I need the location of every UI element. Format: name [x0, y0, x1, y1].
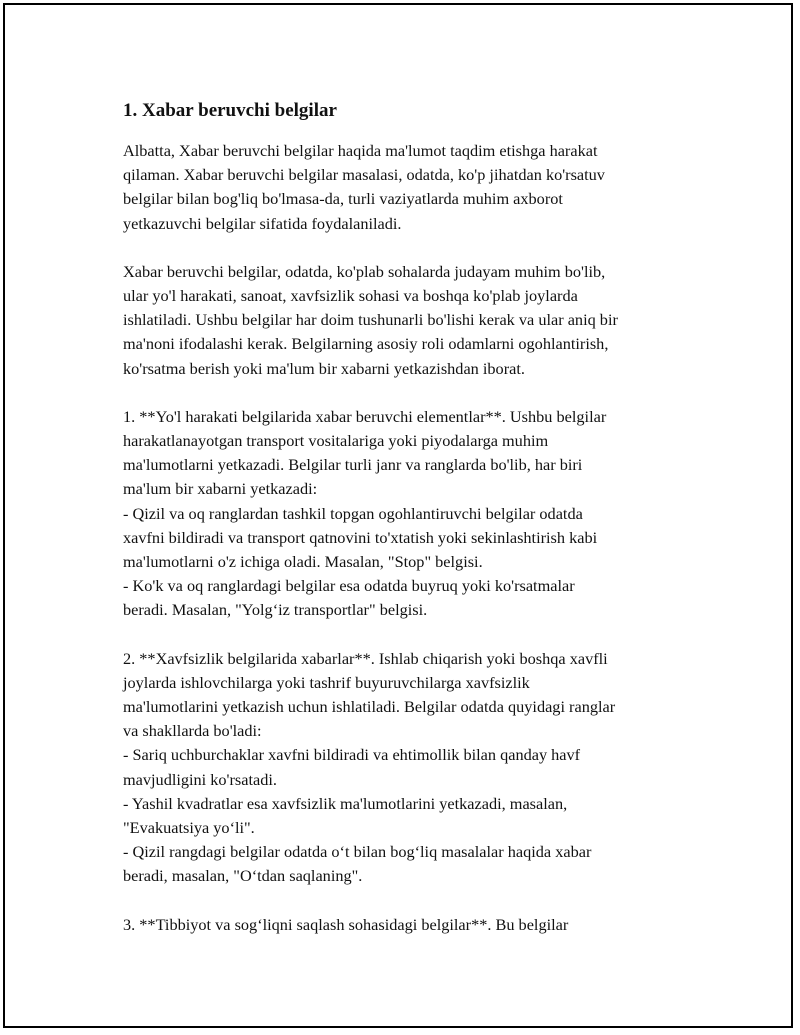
page-frame: [3, 3, 793, 1028]
document-content: [123, 97, 693, 961]
document-heading: 1. Xabar beruvchi belgilar: [123, 100, 337, 121]
paragraph-overview: Xabar beruvchi belgilar, odatda, ko'plab sohalarda judayam muhim bo'lib, ular yo'l harakati, sanoat, xavfsizlik sohasi va boshqa ko'plab joylarda ishlatiladi. Ushbu belgilar har doim tushunarli bo'lishi kerak va ular aniq bir ma'noni ifodalashi kerak. Belgilarning asosiy roli odamlarni ogohlantirish, ko'rsatma berish yoki ma'lum bir xabarni yetkazishdan iborat.: [123, 261, 618, 378]
paragraph-intro: Albatta, Xabar beruvchi belgilar haqida ma'lumot taqdim etishga harakat qilaman. Xabar beruvchi belgilar masalasi, odatda, ko'p jihatdan ko'rsatuv belgilar bilan bog'liq bo'lmasa-da, turli vaziyatlarda muhim axborot yetkazuvchi belgilar sifatida foydalaniladi.: [123, 141, 605, 233]
paragraph-road-signs: 1. **Yo'l harakati belgilarida xabar beruvchi elementlar**. Ushbu belgilar harakatlanayotgan transport vositalariga yoki piyodalarga muhim ma'lumotlarni yetkazadi. Belgilar turli janr va ranglarda bo'lib, har biri ma'lum bir xabarni yetkazadi: - Qizil va oq ranglardan tashkil topgan ogohlantiruvchi belgilar odatda xavfni bildiradi va transport qatnovini to'xtatish yoki sekinlashtirish kabi ma'lumotlarni o'z ichiga oladi. Masalan, "Stop" belgisi. - Ko'k va oq ranglardagi belgilar esa odatda buyruq yoki ko'rsatmalar beradi. Masalan, "Yolg‘iz transportlar" belgisi.: [123, 406, 607, 620]
paragraph-safety-signs: 2. **Xavfsizlik belgilarida xabarlar**. Ishlab chiqarish yoki boshqa xavfli joylarda ishlovchilarga yoki tashrif buyuruvchilarga xavfsizlik ma'lumotlarini yetkazish uchun ishlatiladi. Belgilar odatda quyidagi ranglar va shakllarda bo'ladi: - Sariq uchburchaklar xavfni bildiradi va ehtimollik bilan qanday havf mavjudligini ko'rsatadi. - Yashil kvadratlar esa xavfsizlik ma'lumotlarini yetkazadi, masalan, "Evakuatsiya yo‘li". - Qizil rangdagi belgilar odatda o‘t bilan bog‘liq masalalar haqida xabar beradi, masalan, "O‘tdan saqlaning".: [123, 648, 616, 886]
paragraph-medical-signs: 3. **Tibbiyot va sog‘liqni saqlash sohasidagi belgilar**. Bu belgilar: [123, 914, 569, 934]
